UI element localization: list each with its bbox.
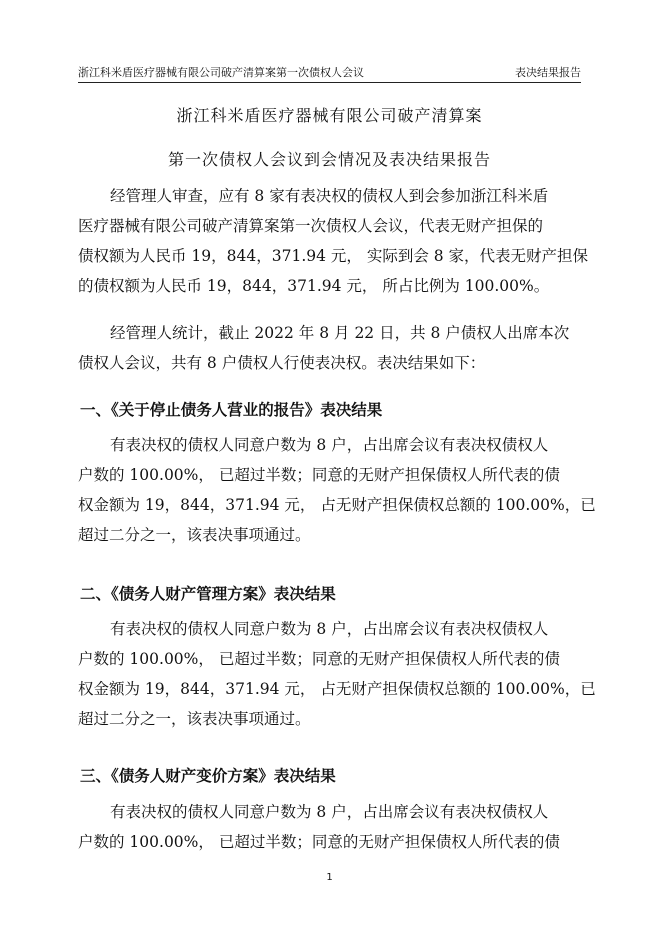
paragraph-line: 的债权额为人民币 19，844，371.94 元， 所占比例为 100.00%。 xyxy=(78,277,550,295)
paragraph-line: 户数的 100.00%， 已超过半数；同意的无财产担保债权人所代表的债 xyxy=(78,833,560,851)
paragraph-line: 医疗器械有限公司破产清算案第一次债权人会议，代表无财产担保的 xyxy=(78,217,544,235)
running-header-right: 表决结果报告 xyxy=(515,66,581,79)
paragraph-line: 有表决权的债权人同意户数为 8 户，占出席会议有表决权债权人 xyxy=(110,803,549,821)
paragraph-line: 权金额为 19，844，371.94 元， 占无财产担保债权总额的 100.00%，已 xyxy=(78,680,596,698)
document-subtitle: 第一次债权人会议到会情况及表决结果报告 xyxy=(167,150,491,169)
section-paragraph-3 xyxy=(78,797,578,857)
paragraph-line: 经管理人审查，应有 8 家有表决权的债权人到会参加浙江科米盾 xyxy=(110,187,549,205)
section-heading-3: 三、《债务人财产变价方案》表决结果 xyxy=(80,766,336,785)
paragraph-line: 权金额为 19，844，371.94 元， 占无财产担保债权总额的 100.00%，已 xyxy=(78,496,596,514)
paragraph-line: 经管理人统计，截止 2022 年 8 月 22 日，共 8 户债权人出席本次 xyxy=(110,324,570,342)
paragraph-line: 户数的 100.00%， 已超过半数；同意的无财产担保债权人所代表的债 xyxy=(78,650,560,668)
paragraph-line: 债权人会议，共有 8 户债权人行使表决权。表决结果如下： xyxy=(78,354,486,372)
intro-paragraph-2 xyxy=(78,318,578,378)
section-heading-1: 一、《关于停止债务人营业的报告》表决结果 xyxy=(80,400,383,419)
running-header-left: 浙江科米盾医疗器械有限公司破产清算案第一次债权人会议 xyxy=(78,66,364,79)
paragraph-line: 超过二分之一，该表决事项通过。 xyxy=(78,710,311,728)
section-heading-2: 二、《债务人财产管理方案》表决结果 xyxy=(80,584,336,603)
document-title: 浙江科米盾医疗器械有限公司破产清算案 xyxy=(176,106,483,125)
section-paragraph-2 xyxy=(78,614,596,734)
intro-paragraph-1 xyxy=(78,181,589,301)
section-paragraph-1 xyxy=(78,430,596,550)
paragraph-line: 有表决权的债权人同意户数为 8 户，占出席会议有表决权债权人 xyxy=(110,620,549,638)
paragraph-line: 户数的 100.00%， 已超过半数；同意的无财产担保债权人所代表的债 xyxy=(78,466,560,484)
page-number: 1 xyxy=(326,872,333,883)
paragraph-line: 有表决权的债权人同意户数为 8 户，占出席会议有表决权债权人 xyxy=(110,436,549,454)
paragraph-line: 债权额为人民币 19，844，371.94 元， 实际到会 8 家，代表无财产担保 xyxy=(78,247,589,265)
running-header xyxy=(78,62,581,83)
paragraph-line: 超过二分之一，该表决事项通过。 xyxy=(78,526,311,544)
